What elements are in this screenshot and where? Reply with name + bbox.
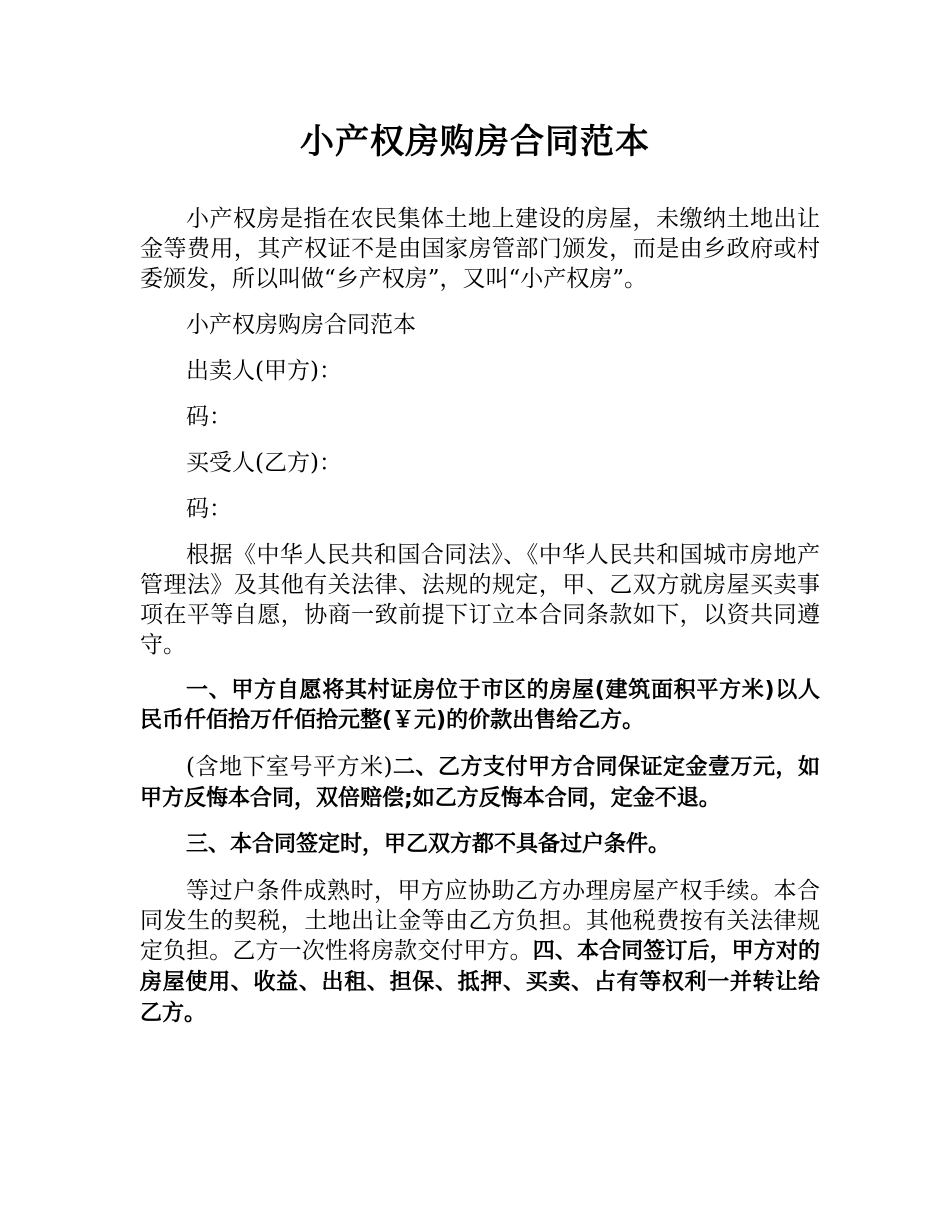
document-body: [140, 204, 820, 1045]
clause-3: 三、本合同签定时，甲乙双方都不具备过户条件。: [186, 832, 671, 857]
clause-4: 四、本合同签订后，甲方对的房屋使用、收益、出租、担保、抵押、买卖、占有等权利一并转让给乙方。: [140, 939, 820, 1026]
clause-3-continuation: 等过户条件成熟时，甲方应协助乙方办理房屋产权手续。本合同发生的契税，土地出让金等由乙方负担。其他税费按有关法律规定负担。乙方一次性将房款交付甲方。: [140, 878, 820, 964]
preamble-paragraph: 根据《中华人民共和国合同法》、《中华人民共和国城市房地产管理法》及其他有关法律、法规的规定，甲、乙双方就房屋买卖事项在平等自愿，协商一致前提下订立本合同条款如下，以资共同遵守。: [140, 542, 820, 658]
seller-code-line: 码：: [186, 404, 232, 430]
document-title: 小产权房购房合同范本: [300, 122, 650, 162]
clause-2: 二、乙方支付甲方合同保证定金壹万元，如甲方反悔本合同，双倍赔偿;如乙方反悔本合同，定金不退。: [140, 755, 820, 811]
buyer-code-line: 码：: [186, 496, 232, 522]
clause-2-prefix: (含地下室号平方米): [186, 754, 393, 780]
subtitle-line: 小产权房购房合同范本: [186, 312, 416, 338]
buyer-line: 买受人(乙方)：: [186, 450, 342, 476]
clause-3-continuation-paragraph: [140, 876, 820, 1029]
clause-2-paragraph: [140, 752, 820, 814]
intro-paragraph: 小产权房是指在农民集体土地上建设的房屋，未缴纳土地出让金等费用，其产权证不是由国家房管部门颁发，而是由乡政府或村委颁发，所以叫做“乡产权房”，又叫“小产权房”。: [140, 206, 820, 292]
clause-1: 一、甲方自愿将其村证房位于市区的房屋(建筑面积平方米)以人民币仟佰拾万仟佰拾元整(￥元)的价款出售给乙方。: [140, 678, 820, 733]
seller-line: 出卖人(甲方)：: [186, 358, 342, 384]
